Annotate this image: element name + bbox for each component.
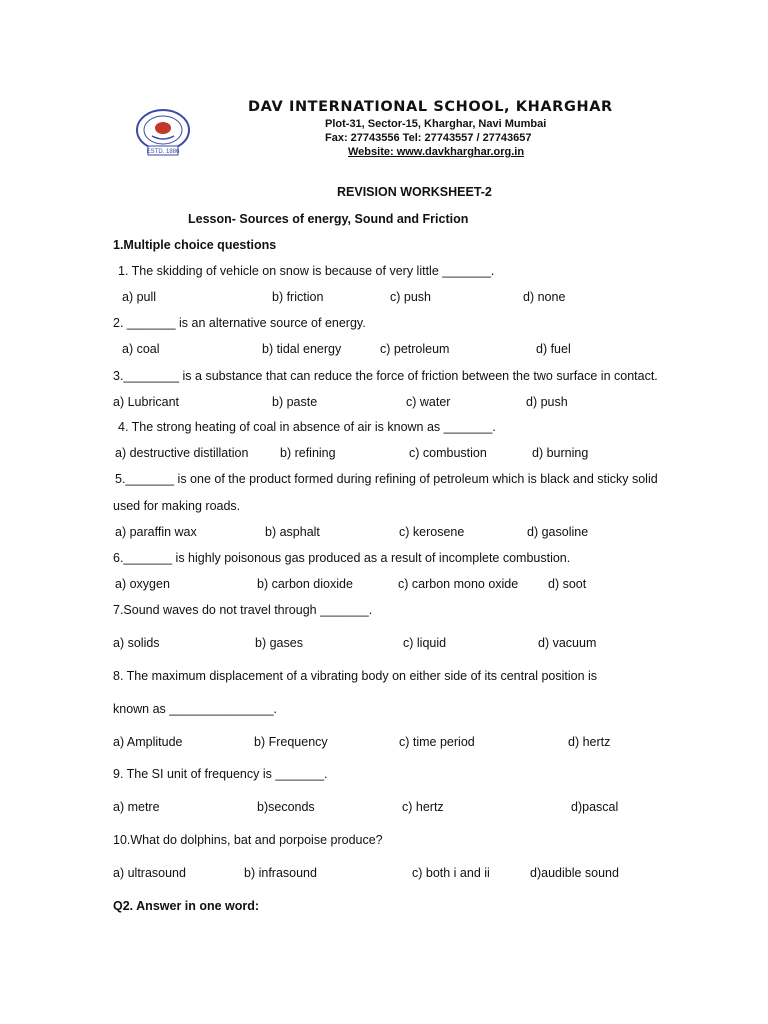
school-address: Plot-31, Sector-15, Kharghar, Navi Mumbai [325,118,547,130]
option: a) ultrasound [113,866,186,880]
option: c) both i and ii [412,866,490,880]
option: d) vacuum [538,636,597,650]
section2-heading: Q2. Answer in one word: [113,899,260,913]
option: c) water [406,395,451,409]
option: d)pascal [571,800,619,814]
question-text: 6._______ is highly poisonous gas produced as a result of incomplete combustion. [113,551,571,565]
option: a) pull [122,290,157,304]
worksheet-title: REVISION WORKSHEET-2 [337,185,492,199]
question-text: 8. The maximum displacement of a vibrating body on either side of its central position is [113,669,598,683]
option: c) time period [399,735,475,749]
school-website: Website: www.davkharghar.org.in [348,146,525,158]
question-text: 7.Sound waves do not travel through _______. [113,603,373,617]
option: b) tidal energy [262,342,342,356]
question-text: 9. The SI unit of frequency is _______. [113,767,328,781]
option: a) Lubricant [113,395,180,409]
option: a) metre [113,800,160,814]
school-logo [134,108,192,158]
option: d)audible sound [530,866,619,880]
logo-estd: ESTD. 1886 [146,149,180,155]
question-text: 10.What do dolphins, bat and porpoise produce? [113,833,383,847]
option: d) fuel [536,342,571,356]
question-text: 5._______ is one of the product formed during refining of petroleum which is black and sticky solid [115,472,658,486]
option: d) hertz [568,735,611,749]
option: c) petroleum [380,342,450,356]
option: b) infrasound [244,866,317,880]
option: a) Amplitude [113,735,183,749]
option: b) Frequency [254,735,328,749]
option: b) asphalt [265,525,320,539]
option: d) none [523,290,566,304]
question-text-continued: used for making roads. [113,499,241,513]
option: c) liquid [403,636,447,650]
school-name: DAV INTERNATIONAL SCHOOL, KHARGHAR [248,99,613,115]
option: c) carbon mono oxide [398,577,519,591]
option: c) kerosene [399,525,465,539]
school-contact: Fax: 27743556 Tel: 27743557 / 27743657 [325,132,532,144]
option: a) coal [122,342,160,356]
option: b) paste [272,395,318,409]
question-text: 3.________ is a substance that can reduce the force of friction between the two surface in contact. [113,369,658,383]
option: b) friction [272,290,324,304]
question-text-continued: known as _______________. [113,702,278,716]
option: d) burning [532,446,589,460]
option: b) carbon dioxide [257,577,353,591]
question-text: 1. The skidding of vehicle on snow is because of very little _______. [118,264,495,278]
option: d) push [526,395,568,409]
option: a) solids [113,636,160,650]
option: b) gases [255,636,303,650]
option: b) refining [280,446,336,460]
question-text: 4. The strong heating of coal in absence of air is known as _______. [118,420,496,434]
lesson-line: Lesson- Sources of energy, Sound and Friction [188,212,469,226]
option: c) push [390,290,431,304]
question-text: 2. _______ is an alternative source of energy. [113,316,366,330]
section1-heading: 1.Multiple choice questions [113,238,277,252]
option: c) combustion [409,446,487,460]
option: b)seconds [257,800,315,814]
option: d) soot [548,577,587,591]
option: a) oxygen [115,577,170,591]
option: a) paraffin wax [115,525,197,539]
option: c) hertz [402,800,444,814]
option: a) destructive distillation [115,446,249,460]
option: d) gasoline [527,525,589,539]
